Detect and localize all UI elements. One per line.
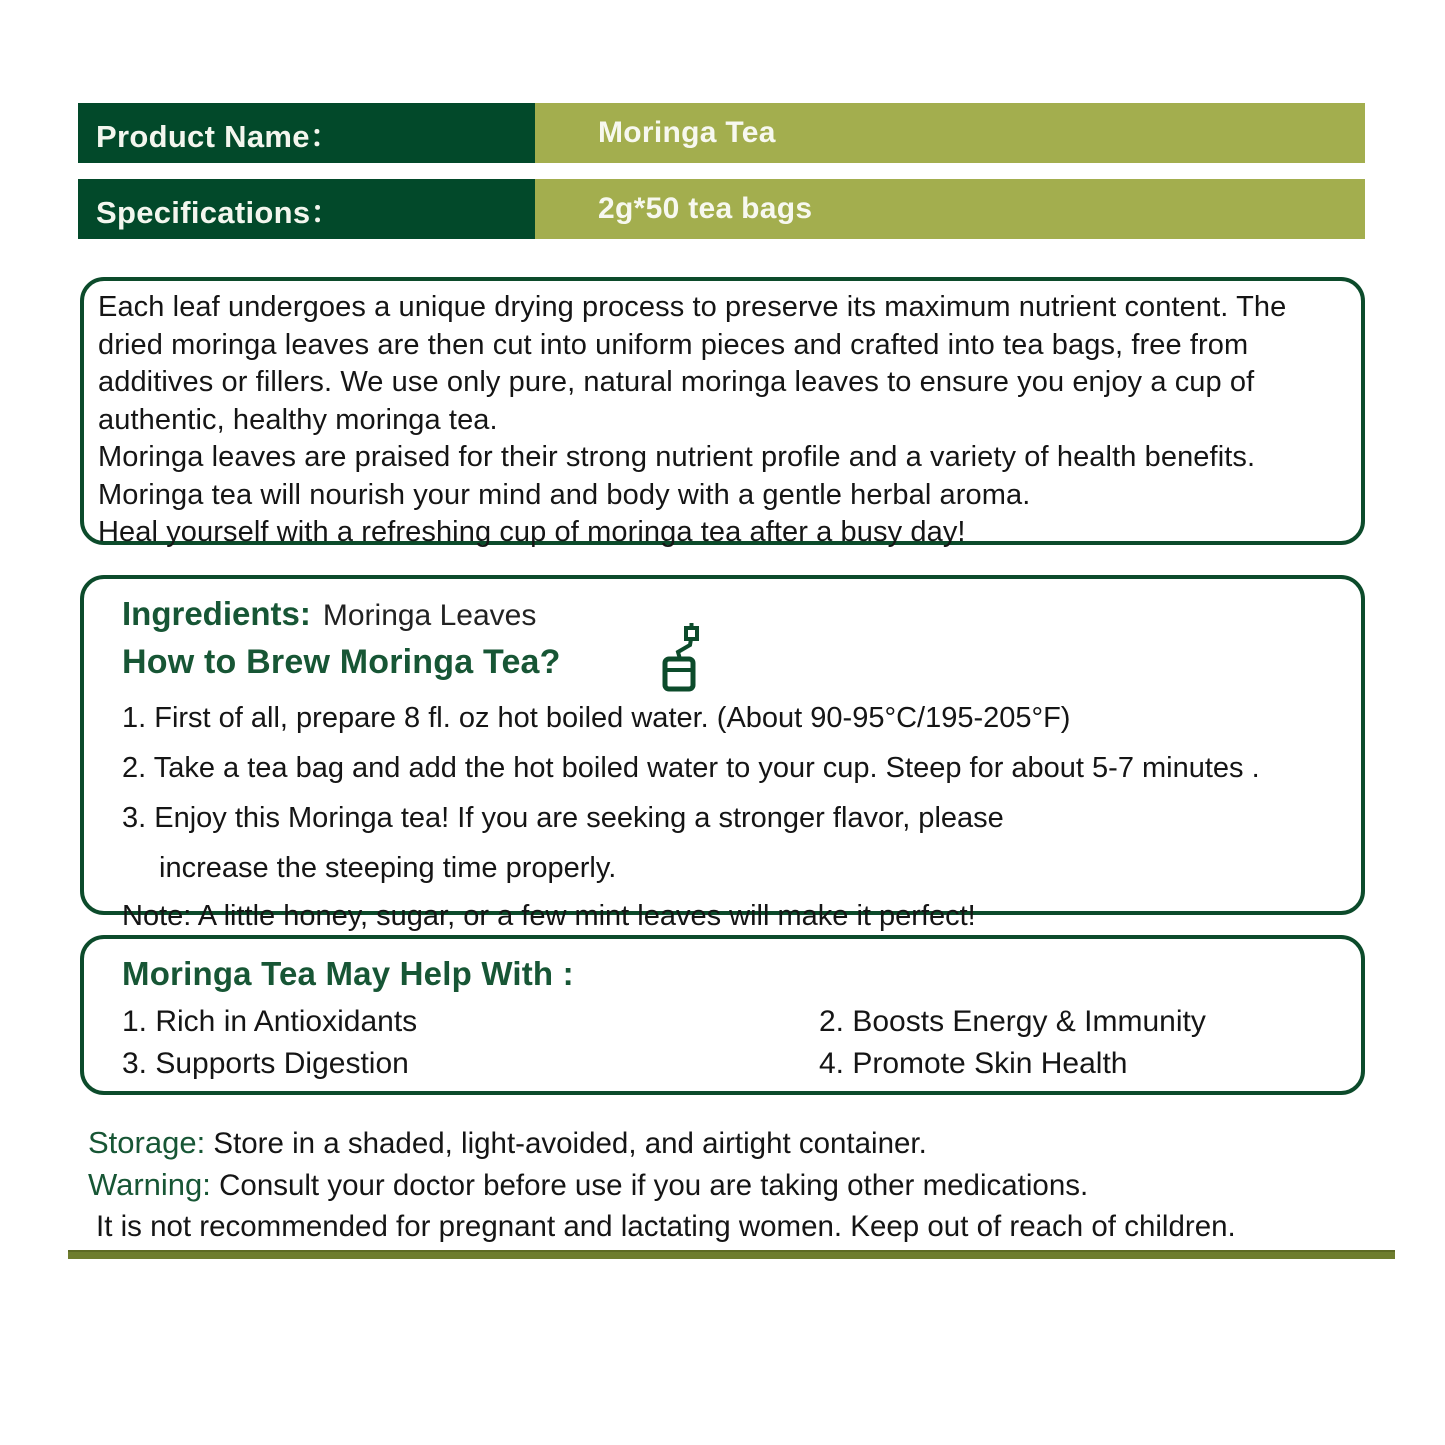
specifications-value: 2g*50 tea bags (535, 179, 1365, 239)
benefits-title: Moringa Tea May Help With : (122, 955, 574, 992)
storage-warning-section (88, 1122, 1388, 1247)
specifications-label: Specifications： (78, 179, 535, 239)
product-name-value: Moringa Tea (535, 103, 1365, 163)
brew-step-3: 3. Enjoy this Moringa tea! If you are seeking a stronger flavor, please (122, 802, 1004, 834)
warning-label: Warning: (88, 1167, 211, 1202)
description-box (80, 277, 1365, 548)
benefit-item-4: 4. Promote Skin Health (819, 1047, 1128, 1080)
benefits-box (80, 935, 1365, 1095)
storage-line (88, 1122, 1388, 1164)
brew-steps (122, 700, 1351, 933)
benefits-list (122, 1005, 1351, 1081)
bottom-divider (68, 1250, 1395, 1259)
product-name-label: Product Name： (78, 103, 535, 163)
description-paragraph: Each leaf undergoes a unique drying process to preserve its maximum nutrient content. The dried moringa leaves are then cut into uniform pieces and crafted into tea bags, free from additives or fillers. We use only pure, natural moringa leaves to ensure you enjoy a cup of authentic, healthy moringa tea. (98, 291, 1287, 436)
benefit-item-1: 1. Rich in Antioxidants (122, 1005, 418, 1038)
storage-text: Store in a shaded, light-avoided, and airtight container. (205, 1127, 927, 1160)
brew-note: Note: A little honey, sugar, or a few mint leaves will make it perfect! (122, 900, 976, 932)
brew-step-2: 2. Take a tea bag and add the hot boiled water to your cup. Steep for about 5-7 minutes . (122, 752, 1260, 784)
brew-step-3-continuation: increase the steeping time properly. (159, 852, 617, 884)
brew-box (80, 575, 1365, 932)
ingredients-line (122, 595, 1351, 633)
description-paragraph: Heal yourself with a refreshing cup of moringa tea after a busy day! (98, 516, 966, 548)
specifications-row (78, 179, 1365, 239)
warning-line (88, 1164, 1388, 1206)
description-paragraph: Moringa leaves are praised for their strong nutrient profile and a variety of health benefits. Moringa tea will nourish your mind and body with a gentle herbal aroma. (98, 441, 1256, 511)
brew-title: How to Brew Moringa Tea? (122, 643, 561, 681)
warning-line-2: It is not recommended for pregnant and lactating women. Keep out of reach of children. (96, 1210, 1236, 1243)
tea-bag-icon (656, 621, 704, 697)
ingredients-label: Ingredients: (122, 595, 311, 632)
benefit-item-2: 2. Boosts Energy & Immunity (819, 1005, 1206, 1038)
ingredients-value: Moringa Leaves (322, 599, 537, 632)
product-name-row (78, 103, 1365, 163)
brew-step-1: 1. First of all, prepare 8 fl. oz hot boiled water. (About 90-95°C/195-205°F) (122, 702, 1071, 734)
benefit-item-3: 3. Supports Digestion (122, 1047, 409, 1080)
storage-label: Storage: (88, 1125, 206, 1160)
warning-text: Consult your doctor before use if you are taking other medications. (210, 1169, 1089, 1202)
